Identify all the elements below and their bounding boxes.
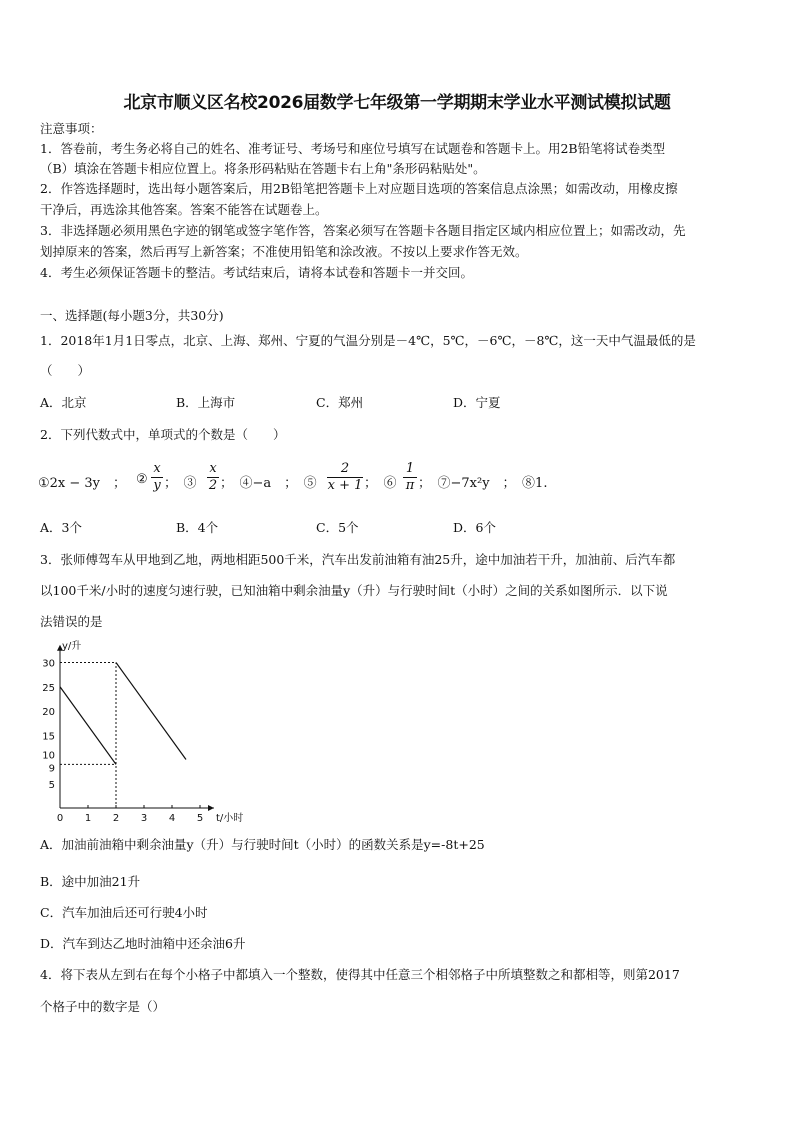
y-tick-label: 10 — [42, 750, 55, 762]
q1-option-c[interactable]: C．郑州 — [316, 395, 364, 410]
fuel-chart — [30, 630, 290, 830]
denominator: y — [153, 478, 161, 493]
y-tick-label: 25 — [42, 682, 55, 694]
numerator: x — [209, 461, 217, 476]
note-line: 2．作答选择题时，选出每小题答案后，用2B铅笔把答题卡上对应题目选项的答案信息点涂黑；如需改动，用橡皮擦 — [40, 181, 678, 196]
numerator: 1 — [405, 461, 415, 476]
y-tick-label: 9 — [48, 763, 55, 775]
q2-label-3: ； ③ — [164, 476, 197, 491]
x-axis-label: t/小时 — [216, 813, 244, 824]
denominator: π — [405, 478, 415, 493]
series-line — [60, 687, 116, 765]
y-tick-label: 5 — [48, 779, 55, 791]
q2-label-6: ； ⑥ — [364, 476, 397, 491]
x-tick-label: 2 — [112, 813, 120, 824]
numerator: 2 — [340, 461, 350, 476]
q2-option-c[interactable]: C．5个 — [316, 520, 359, 535]
note-line: 划掉原来的答案，然后再写上新答案；不准使用铅笔和涂改液。不按以上要求作答无效。 — [40, 244, 528, 259]
numerator: x — [153, 461, 161, 476]
q2-option-d[interactable]: D．6个 — [453, 520, 496, 535]
q3-option-b[interactable]: B．途中加油21升 — [40, 874, 141, 889]
q2-option-b[interactable]: B．4个 — [176, 520, 219, 535]
q2-expr-1: ①2x − 3y ； — [38, 476, 127, 491]
x-axis-arrow — [208, 805, 214, 811]
q2-fraction-6 — [403, 462, 417, 493]
q2-fraction-5 — [327, 462, 363, 493]
q4-stem-line2: 个格子中的数字是（） — [40, 999, 166, 1014]
note-line: 干净后，再选涂其他答案。答案不能答在试题卷上。 — [40, 202, 328, 217]
q1-paren: （ ） — [40, 363, 91, 378]
y-tick-label: 15 — [42, 731, 55, 743]
series-line — [116, 663, 186, 760]
notes-header: 注意事项： — [40, 121, 103, 136]
x-tick-label: 0 — [56, 813, 64, 824]
q3-option-c[interactable]: C．汽车加油后还可行驶4小时 — [40, 905, 208, 920]
q1-option-b[interactable]: B．上海市 — [176, 395, 236, 410]
x-tick-label: 5 — [196, 813, 204, 824]
y-tick-label: 30 — [42, 658, 55, 670]
x-tick-label: 4 — [168, 813, 176, 824]
note-line: 1．答卷前，考生务必将自己的姓名、准考证号、考场号和座位号填写在试题卷和答题卡上。用2B铅笔将试卷类型 — [40, 141, 666, 156]
q1-option-d[interactable]: D．宁夏 — [453, 395, 501, 410]
page-title: 北京市顺义区名校2026届数学七年级第一学期期末学业水平测试模拟试题 — [123, 93, 671, 113]
y-axis-label: y/升 — [62, 640, 82, 652]
section-heading: 一、选择题(每小题3分，共30分) — [40, 308, 224, 323]
q1-stem: 1．2018年1月1日零点，北京、上海、郑州、宁夏的气温分别是－4℃，5℃，－6℃，－8℃，这一天中气温最低的是 — [40, 333, 696, 348]
note-line: （B）填涂在答题卡相应位置上。将条形码粘贴在答题卡右上角"条形码粘贴处"。 — [40, 161, 486, 176]
x-tick-label: 1 — [84, 813, 92, 824]
q2-stem: 2．下列代数式中，单项式的个数是（ ） — [40, 427, 286, 442]
note-line: 3．非选择题必须用黑色字迹的钢笔或签字笔作答，答案必须写在答题卡各题目指定区域内相应位置上；如需改动，先 — [40, 223, 686, 238]
q2-expr-4: ； ④−a ； ⑤ — [220, 476, 317, 491]
q4-stem-line1: 4．将下表从左到右在每个小格子中都填入一个整数，使得其中任意三个相邻格子中所填整数之和都相等，则第2017 — [40, 967, 680, 982]
note-line: 4．考生必须保证答题卡的整洁。考试结束后，请将本试卷和答题卡一并交回。 — [40, 265, 473, 280]
q3-option-d[interactable]: D．汽车到达乙地时油箱中还余油6升 — [40, 936, 246, 951]
y-tick-label: 20 — [42, 707, 55, 718]
q3-stem-line2: 以100千米/小时的速度匀速行驶，已知油箱中剩余油量y（升）与行驶时间t（小时）之间的关系如图所示．以下说 — [40, 583, 668, 598]
q3-stem-line3: 法错误的是 — [40, 614, 103, 629]
q2-expr-7-8: ； ⑦−7x²y ； ⑧1. — [418, 476, 548, 491]
q3-stem-line1: 3．张师傅驾车从甲地到乙地，两地相距500千米，汽车出发前油箱有油25升，途中加油若干升，加油前、后汽车都 — [40, 552, 676, 567]
q2-label-2: ② — [136, 472, 148, 487]
q3-option-a[interactable]: A．加油前油箱中剩余油量y（升）与行驶时间t（小时）的函数关系是y=-8t+25 — [40, 837, 485, 852]
x-tick-label: 3 — [140, 813, 148, 824]
denominator: 2 — [208, 478, 218, 493]
q2-fraction-2 — [151, 462, 163, 493]
q1-option-a[interactable]: A．北京 — [40, 395, 87, 410]
q2-option-a[interactable]: A．3个 — [40, 520, 82, 535]
q2-fraction-3 — [207, 462, 219, 493]
denominator: x + 1 — [327, 478, 363, 493]
